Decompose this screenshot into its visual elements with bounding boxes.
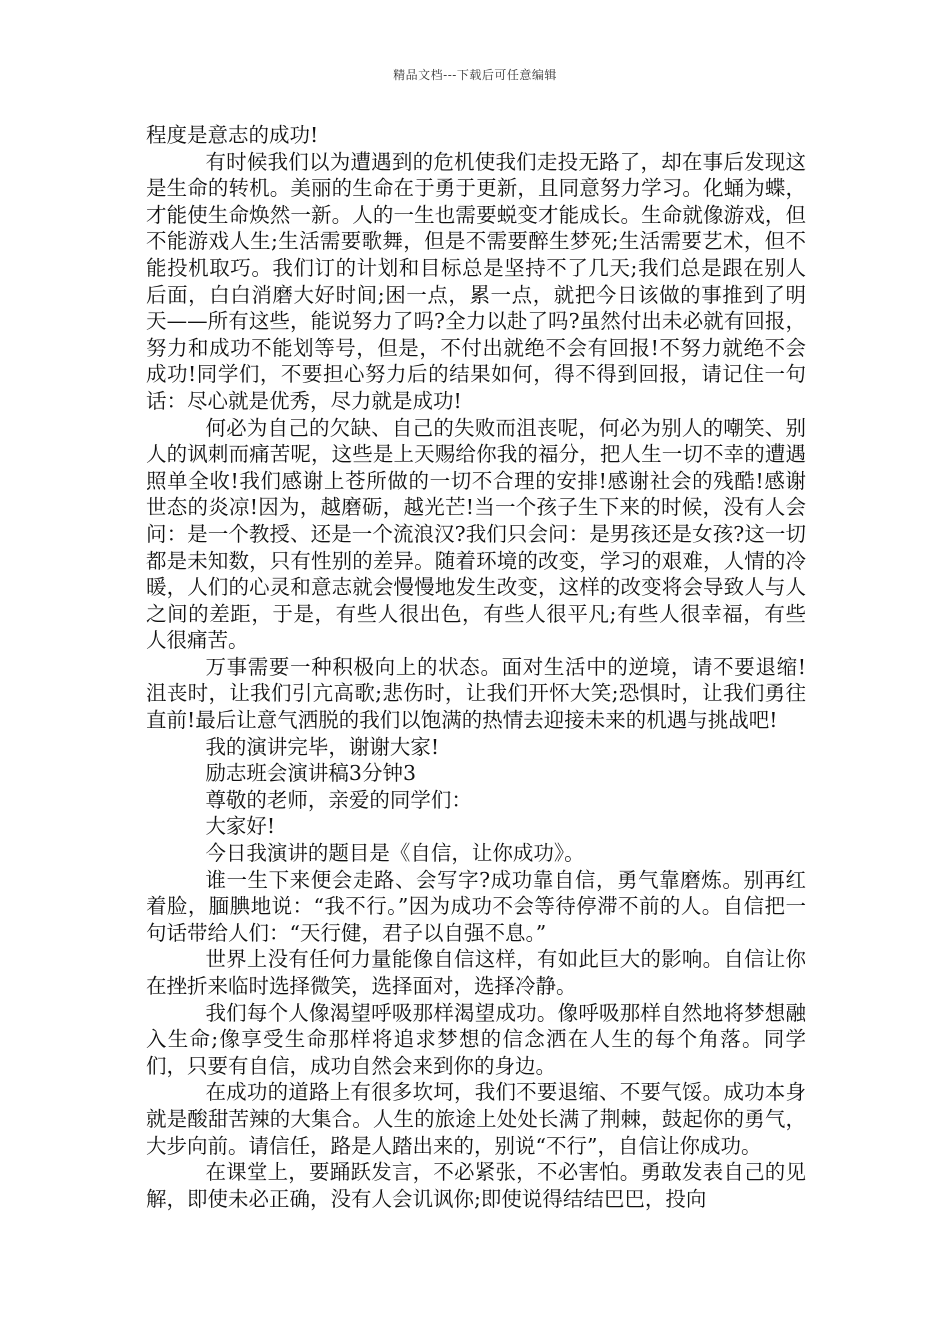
page-header: 精品文档---下载后可任意编辑 — [393, 68, 557, 82]
section-title: 励志班会演讲稿3分钟3 — [205, 761, 417, 786]
salutation: 尊敬的老师，亲爱的同学们： — [205, 787, 472, 812]
paragraph: 在课堂上，要踊跃发言，不必紧张，不必害怕。勇敢发表自己的见解，即使未必正确，没有人会讥讽你;即使说得结结巴巴，投向 — [146, 1160, 806, 1211]
greeting: 大家好! — [205, 814, 276, 839]
paragraph: 何必为自己的欠缺、自己的失败而沮丧呢，何必为别人的嘲笑、别人的讽刺而痛苦呢，这些是上天赐给你我的福分，把人生一切不幸的遭遇照单全收!我们感谢上苍所做的一切不合理的安排!感谢社会的残酷!感谢世态的炎凉!因为，越磨砺，越光芒!当一个孩子生下来的时候，没有人会问：是一个教授、还是一个流浪汉?我们只会问：是男孩还是女孩?这一切都是未知数，只有性别的差异。随着环境的改变，学习的艰难，人情的冷暖，人们的心灵和意志就会慢慢地发生改变，这样的改变将会导致人与人之间的差距，于是，有些人很出色，有些人很平凡;有些人很幸福，有些人很痛苦。 — [146, 415, 806, 653]
paragraph: 世界上没有任何力量能像自信这样，有如此巨大的影响。自信让你在挫折来临时选择微笑，选择面对，选择冷静。 — [146, 947, 806, 998]
paragraph: 程度是意志的成功! — [146, 123, 319, 147]
document-body — [146, 122, 806, 1212]
paragraph: 万事需要一种积极向上的状态。面对生活中的逆境，请不要退缩!沮丧时，让我们引亢高歌;悲伤时，让我们开怀大笑;恐惧时，让我们勇往直前!最后让意气洒脱的我们以饱满的热情去迎接未来的机遇与挑战吧! — [146, 654, 806, 733]
paragraph: 在成功的道路上有很多坎坷，我们不要退缩、不要气馁。成功本身就是酸甜苦辣的大集合。人生的旅途上处处长满了荆棘，鼓起你的勇气，大步向前。请信任，路是人踏出来的，别说“不行”，自信让你成功。 — [146, 1080, 806, 1158]
paragraph: 谁一生下来便会走路、会写字?成功靠自信，勇气靠磨炼。别再红着脸，腼腆地说：“我不行。”因为成功不会等待停滞不前的人。自信把一句话带给人们：“天行健，君子以自强不息。” — [146, 867, 806, 945]
closing-line: 我的演讲完毕，谢谢大家! — [205, 734, 440, 759]
paragraph: 我们每个人像渴望呼吸那样渴望成功。像呼吸那样自然地将梦想融入生命;像享受生命那样将追求梦想的信念洒在人生的每个角落。同学们，只要有自信，成功自然会来到你的身边。 — [146, 1000, 806, 1078]
paragraph: 有时候我们以为遭遇到的危机使我们走投无路了，却在事后发现这是生命的转机。美丽的生命在于勇于更新，且同意努力学习。化蛹为蝶，才能使生命焕然一新。人的一生也需要蜕变才能成长。生命就像游戏，但不能游戏人生;生活需要歌舞，但是不需要醉生梦死;生活需要艺术，但不能投机取巧。我们订的计划和目标总是坚持不了几天;我们总是跟在别人后面，白白消磨大好时间;困一点，累一点，就把今日该做的事推到了明天——所有这些，能说努力了吗?全力以赴了吗?虽然付出未必就有回报，努力和成功不能划等号，但是，不付出就绝不会有回报!不努力就绝不会成功!同学们，不要担心努力后的结果如何，得不得到回报，请记住一句话：尽心就是优秀，尽力就是成功! — [146, 149, 806, 413]
speech-topic: 今日我演讲的题目是《自信，让你成功》。 — [205, 841, 585, 866]
